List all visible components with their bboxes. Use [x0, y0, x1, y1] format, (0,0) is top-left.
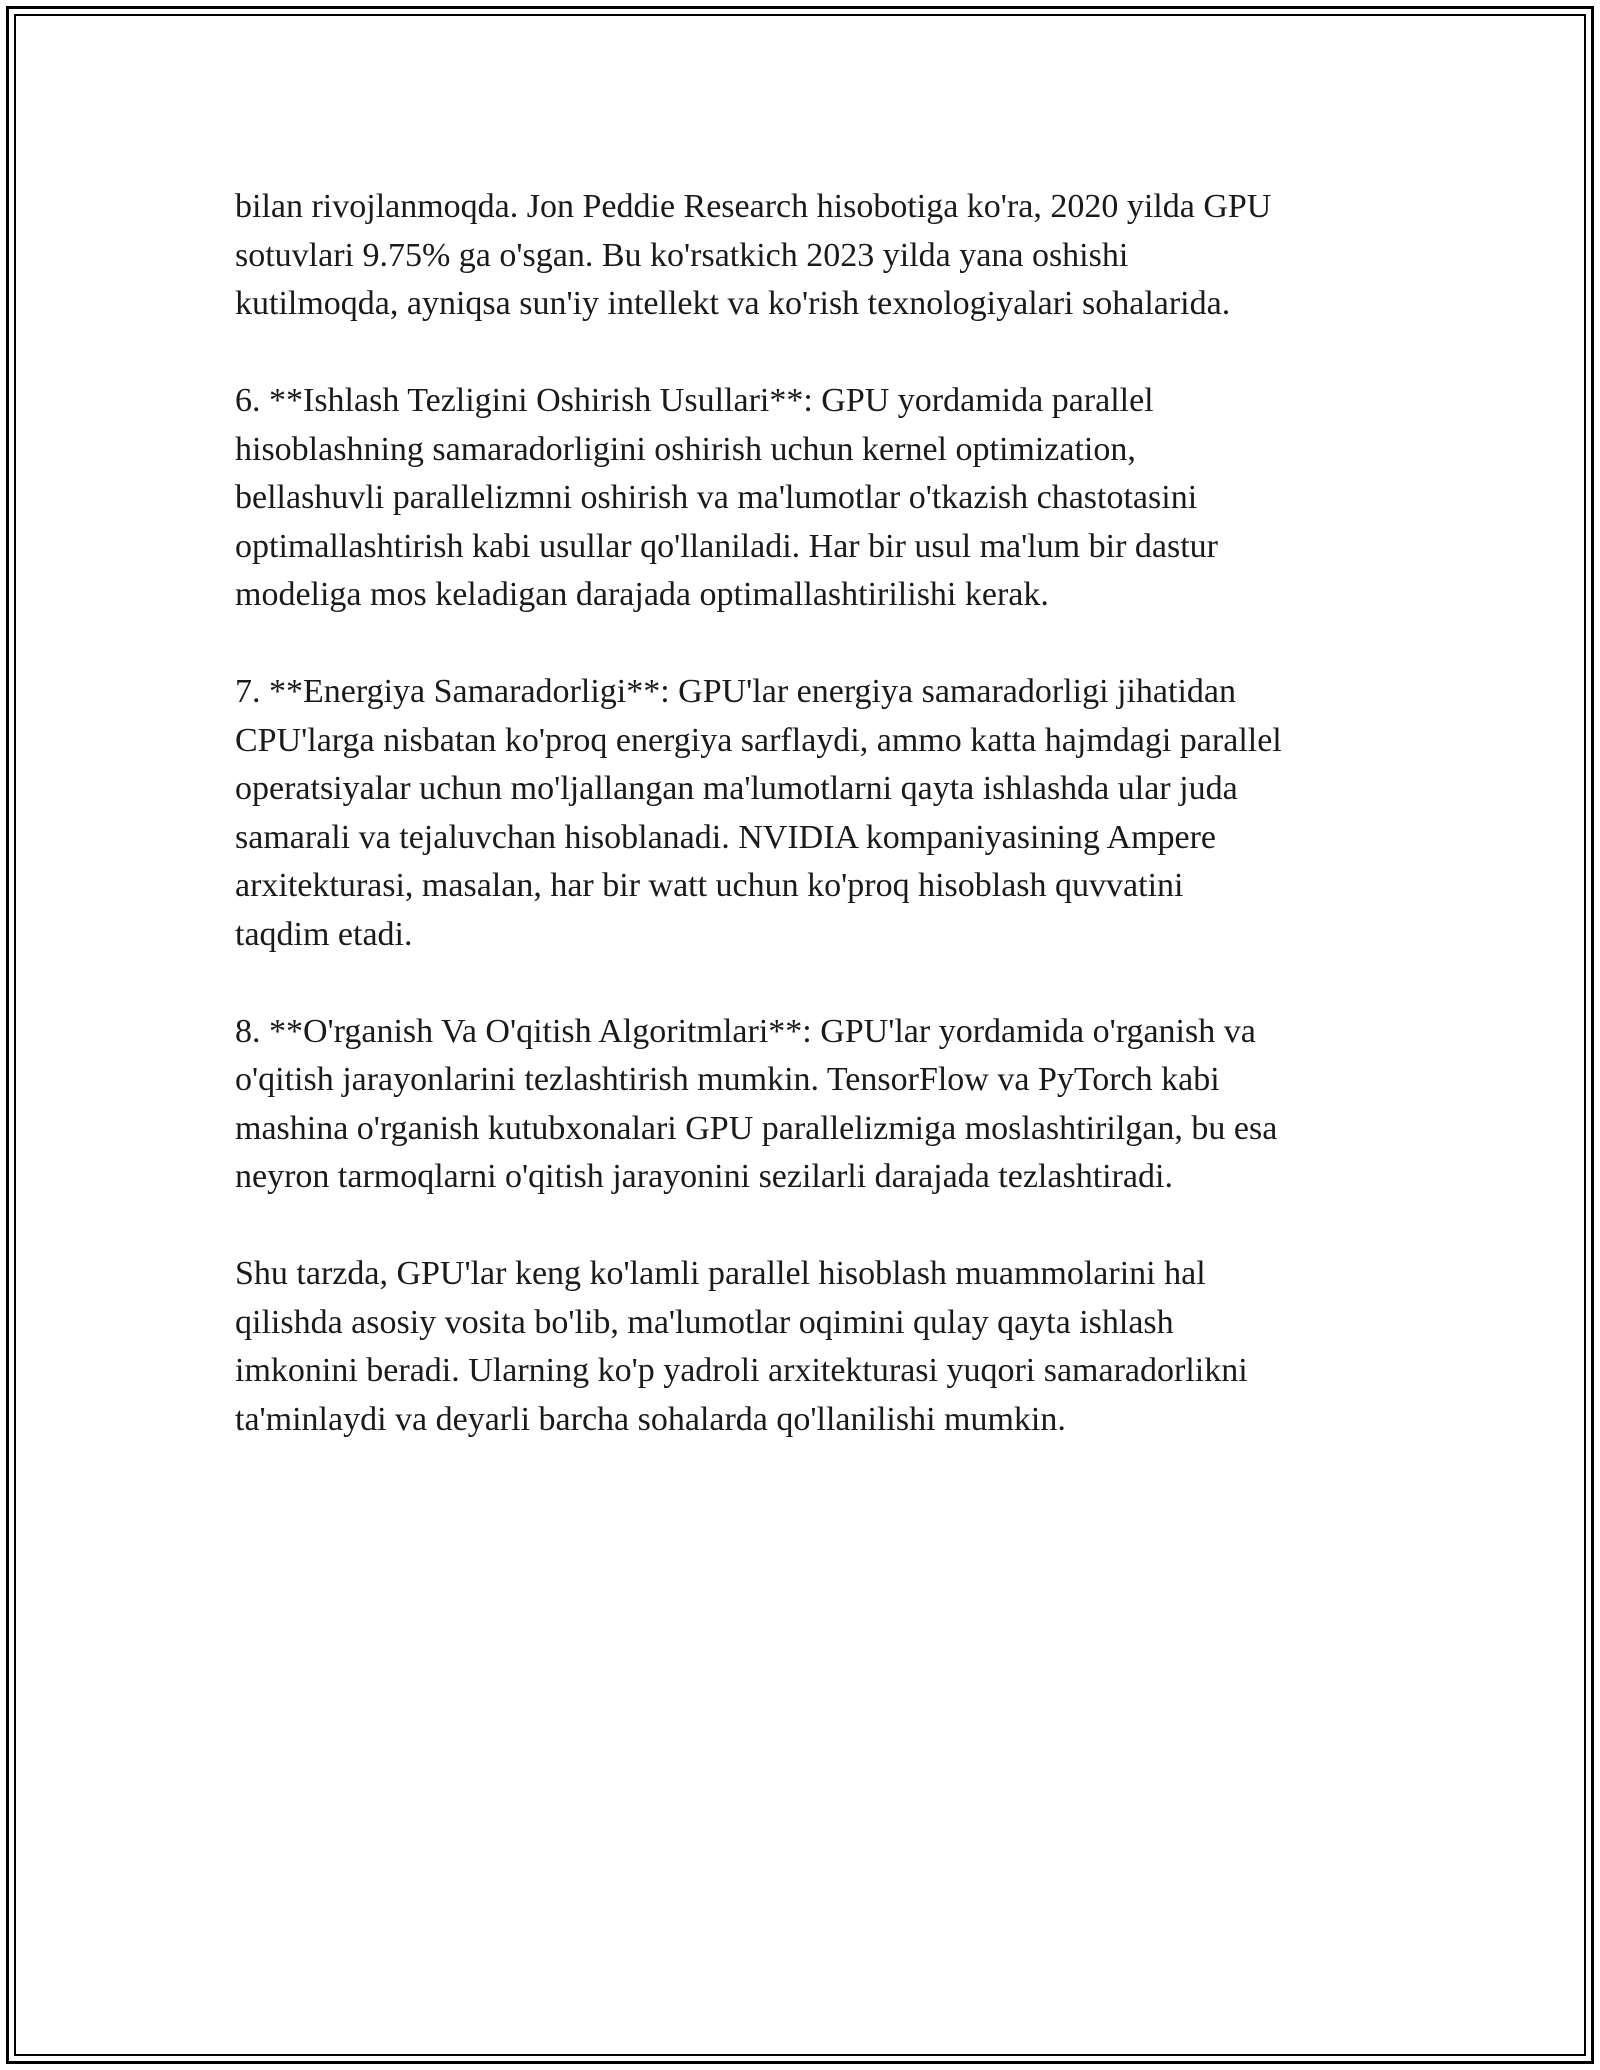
- text-line: neyron tarmoqlarni o'qitish jarayonini sezilarli darajada tezlashtiradi.: [235, 1158, 1173, 1195]
- text-line: taqdim etadi.: [235, 915, 413, 953]
- text-line: ta'minlaydi va deyarli barcha sohalarda qo'llanilishi mumkin.: [235, 1400, 1066, 1438]
- text-line: optimallashtirish kabi usullar qo'llaniladi. Har bir usul ma'lum bir dastur: [235, 527, 1218, 565]
- text-line: bilan rivojlanmoqda. Jon Peddie Research hisobotiga ko'ra, 2020 yilda GPU: [235, 188, 1272, 225]
- text-line: imkonini beradi. Ularning ko'p yadroli arxitekturasi yuqori samaradorlikni: [235, 1352, 1248, 1389]
- text-line: Shu tarzda, GPU'lar keng ko'lamli parallel hisoblash muammolarini hal: [235, 1255, 1206, 1292]
- text-line: CPU'larga nisbatan ko'proq energiya sarflaydi, ammo katta hajmdagi parallel: [235, 721, 1282, 759]
- text-line: samarali va tejaluvchan hisoblanadi. NVIDIA kompaniyasining Ampere: [235, 818, 1217, 856]
- paragraph-conclusion: [235, 1250, 1370, 1444]
- text-line: arxitekturasi, masalan, har bir watt uchun ko'proq hisoblash quvvatini: [235, 867, 1184, 904]
- paragraph-item-7: [235, 668, 1370, 959]
- text-line: o'qitish jarayonlarini tezlashtirish mumkin. TensorFlow va PyTorch kabi: [235, 1061, 1220, 1098]
- paragraph-item-8: [235, 1008, 1370, 1202]
- text-line: 7. **Energiya Samaradorligi**: GPU'lar energiya samaradorligi jihatidan: [235, 673, 1236, 710]
- text-line: hisoblashning samaradorligini oshirish uchun kernel optimization,: [235, 430, 1136, 468]
- document-body: [235, 183, 1370, 1493]
- text-line: kutilmoqda, ayniqsa sun'iy intellekt va ko'rish texnologiyalari sohalarida.: [235, 285, 1231, 322]
- paragraph-intro-continuation: [235, 183, 1370, 329]
- text-line: 6. **Ishlash Tezligini Oshirish Usullari**: GPU yordamida parallel: [235, 382, 1154, 419]
- text-line: qilishda asosiy vosita bo'lib, ma'lumotlar oqimini qulay qayta ishlash: [235, 1303, 1174, 1341]
- text-line: operatsiyalar uchun mo'ljallangan ma'lumotlarni qayta ishlashda ular juda: [235, 770, 1238, 807]
- text-line: mashina o'rganish kutubxonalari GPU parallelizmiga moslashtirilgan, bu esa: [235, 1109, 1278, 1147]
- text-line: 8. **O'rganish Va O'qitish Algoritmlari**: GPU'lar yordamida o'rganish va: [235, 1012, 1256, 1050]
- text-line: modeliga mos keladigan darajada optimallashtirilishi kerak.: [235, 576, 1049, 613]
- paragraph-item-6: [235, 377, 1370, 620]
- text-line: sotuvlari 9.75% ga o'sgan. Bu ko'rsatkich 2023 yilda yana oshishi: [235, 236, 1129, 274]
- text-line: bellashuvli parallelizmni oshirish va ma'lumotlar o'tkazish chastotasini: [235, 479, 1198, 516]
